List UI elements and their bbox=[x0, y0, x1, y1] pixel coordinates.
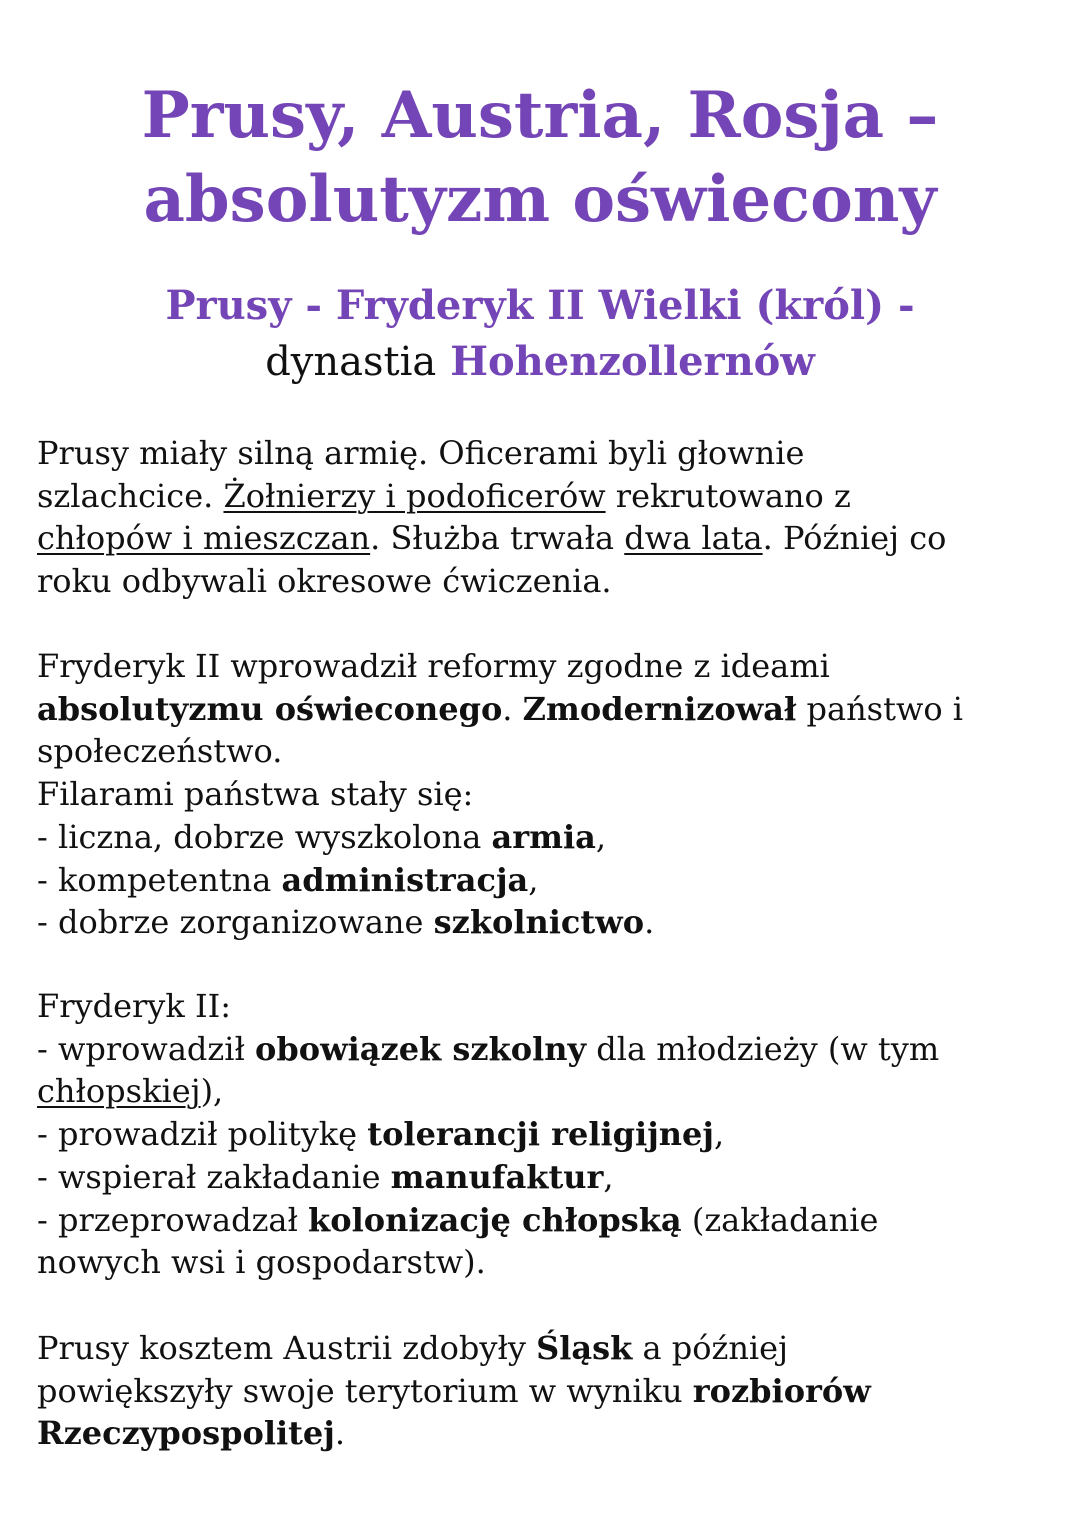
list-item bbox=[37, 1199, 1047, 1242]
bold-text: rozbiorów bbox=[692, 1371, 871, 1410]
heading-line-1: Prusy - Fryderyk II Wielki (król) - bbox=[165, 282, 915, 329]
text-span: - dobrze zorganizowane bbox=[37, 903, 434, 942]
text-line bbox=[37, 1070, 1047, 1113]
text-span: . bbox=[334, 1414, 346, 1453]
bold-text: tolerancji religijnej bbox=[367, 1115, 714, 1154]
text-line: Prusy miały silną armię. Oficerami byli głownie bbox=[37, 434, 805, 472]
section-heading bbox=[0, 278, 1080, 390]
bold-text: obowiązek szkolny bbox=[255, 1029, 587, 1068]
bold-text: absolutyzmu oświeconego bbox=[37, 689, 503, 728]
underlined-text: Żołnierzy i podoficerów bbox=[223, 476, 606, 515]
underlined-text: chłopów i mieszczan bbox=[37, 519, 371, 558]
text-line: Fryderyk II wprowadził reformy zgodne z ideami bbox=[37, 647, 830, 685]
list-item bbox=[37, 1113, 1047, 1156]
list-item bbox=[37, 1028, 1047, 1071]
text-line: nowych wsi i gospodarstw). bbox=[37, 1243, 486, 1282]
bold-text: szkolnictwo bbox=[433, 903, 645, 942]
text-line bbox=[37, 1327, 1047, 1370]
text-span: dla młodzieży (w tym bbox=[586, 1029, 940, 1068]
text-line bbox=[37, 688, 1047, 731]
bold-text: Rzeczypospolitej bbox=[37, 1414, 335, 1453]
underlined-text: chłopskiej bbox=[37, 1072, 201, 1111]
text-span: ), bbox=[200, 1072, 224, 1111]
paragraph-army bbox=[37, 432, 1047, 603]
text-span: państwo i bbox=[796, 689, 964, 728]
text-line: społeczeństwo. bbox=[37, 732, 283, 771]
text-span: szlachcice. bbox=[37, 476, 224, 515]
bold-text: Śląsk bbox=[536, 1329, 633, 1367]
text-span: (zakładanie bbox=[681, 1200, 879, 1239]
text-span: - wprowadził bbox=[37, 1029, 256, 1068]
list-item bbox=[37, 859, 1047, 902]
text-span: - wspierał zakładanie bbox=[37, 1157, 391, 1196]
paragraph-reforms bbox=[37, 645, 1047, 944]
text-line: Filarami państwa stały się: bbox=[37, 775, 474, 814]
bold-text: administracja bbox=[281, 860, 529, 899]
text-span: powiększyły swoje terytorium w wyniku bbox=[37, 1371, 693, 1410]
heading-line-2 bbox=[0, 334, 1080, 390]
title-line-1: Prusy, Austria, Rosja – bbox=[141, 78, 939, 153]
title-line-2: absolutyzm oświecony bbox=[143, 162, 937, 237]
text-span: - przeprowadzał bbox=[37, 1200, 309, 1239]
text-line bbox=[37, 1412, 1047, 1455]
text-span: . Służba trwała bbox=[370, 519, 625, 558]
text-line bbox=[37, 517, 1047, 560]
text-span: . bbox=[502, 689, 523, 728]
bold-text: manufaktur bbox=[390, 1157, 604, 1196]
bold-text: Zmodernizował bbox=[522, 689, 797, 728]
text-span: , bbox=[595, 817, 607, 856]
bold-text: armia bbox=[491, 817, 596, 856]
paragraph-frederick bbox=[37, 985, 1047, 1284]
text-span: a później bbox=[632, 1329, 789, 1367]
page-title bbox=[0, 74, 1080, 242]
text-span: . bbox=[644, 903, 655, 942]
text-span: , bbox=[528, 860, 539, 899]
text-line: roku odbywali okresowe ćwiczenia. bbox=[37, 562, 612, 601]
list-item bbox=[37, 901, 1047, 944]
underlined-text: dwa lata bbox=[624, 519, 763, 558]
list-item bbox=[37, 1156, 1047, 1199]
text-span: . Później co bbox=[762, 519, 947, 558]
text-line: Fryderyk II: bbox=[37, 987, 231, 1025]
bold-text: kolonizację chłopską bbox=[308, 1200, 682, 1239]
text-span: , bbox=[713, 1115, 725, 1154]
text-span: , bbox=[603, 1157, 614, 1196]
text-span: - prowadził politykę bbox=[37, 1115, 368, 1154]
paragraph-territory bbox=[37, 1327, 1047, 1455]
text-line bbox=[37, 1370, 1047, 1413]
heading-dynasty-word: dynastia bbox=[265, 339, 437, 385]
text-span: - kompetentna bbox=[37, 860, 282, 899]
list-item bbox=[37, 816, 1047, 859]
text-span: Prusy kosztem Austrii zdobyły bbox=[37, 1329, 537, 1367]
text-span: - liczna, dobrze wyszkolona bbox=[37, 817, 492, 856]
text-span: rekrutowano z bbox=[605, 476, 851, 515]
text-line bbox=[37, 475, 1047, 518]
heading-dynasty-name: Hohenzollernów bbox=[450, 338, 815, 385]
